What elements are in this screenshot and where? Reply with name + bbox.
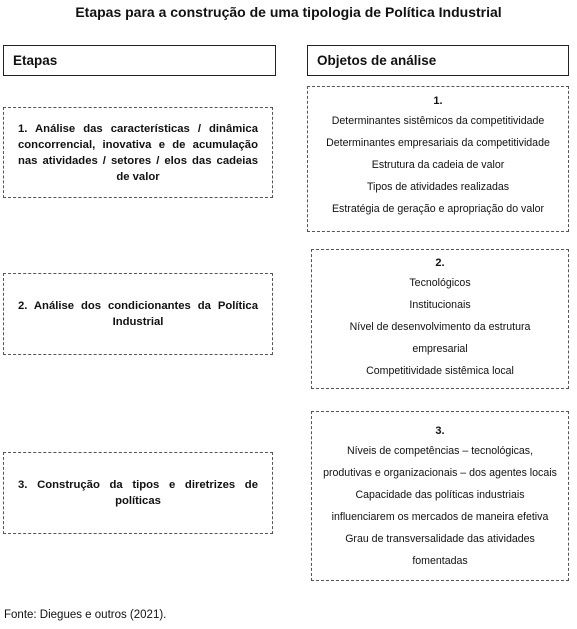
- stage-box-2: [3, 273, 273, 355]
- object-item: Determinantes empresariais da competitividade: [326, 137, 550, 149]
- stage-label-2: 2. Análise dos condicionantes da Política Industrial: [18, 300, 258, 328]
- objects-box-2: [311, 249, 569, 389]
- object-item: Tecnológicos: [409, 277, 471, 289]
- objects-box-3: [311, 411, 569, 581]
- stage-label-3: 3. Construção da tipos e diretrizes de políticas: [18, 479, 258, 507]
- object-item: fomentadas: [412, 555, 468, 567]
- header-etapas-label: Etapas: [13, 53, 58, 68]
- object-item: Determinantes sistêmicos da competitividade: [331, 115, 545, 127]
- objects-number-3: 3.: [435, 425, 445, 437]
- object-item: Estratégia de geração e apropriação do valor: [331, 203, 544, 215]
- objects-box-1: [307, 86, 569, 232]
- object-item: Estrutura da cadeia de valor: [371, 159, 505, 171]
- objects-number-1: 1.: [433, 95, 443, 107]
- stage-label-1: 1. Análise das características / dinâmica concorrencial, inovativa e de acumulação nas atividades / setores / elos das cadeias de valor: [18, 122, 258, 183]
- figure-title: Etapas para a construção de uma tipologia de Política Industrial: [75, 4, 502, 20]
- stage-box-1: [3, 107, 273, 198]
- source-footnote: Fonte: Diegues e outros (2021).: [4, 609, 167, 621]
- object-item: Capacidade das políticas industriais: [355, 489, 525, 501]
- stage-box-3: [3, 452, 273, 534]
- header-objetos-label: Objetos de análise: [317, 53, 437, 68]
- object-item: Níveis de competências – tecnológicas,: [346, 445, 534, 457]
- object-item: Institucionais: [409, 299, 471, 311]
- object-item: empresarial: [412, 343, 468, 355]
- object-item: Nível de desenvolvimento da estrutura: [349, 321, 531, 333]
- header-objetos: [307, 45, 569, 76]
- object-item: Competitividade sistêmica local: [366, 365, 514, 377]
- header-etapas: [3, 45, 276, 76]
- object-item: influenciarem os mercados de maneira efetiva: [331, 511, 549, 523]
- object-item: Grau de transversalidade das atividades: [345, 533, 535, 545]
- objects-number-2: 2.: [435, 257, 445, 269]
- object-item: Tipos de atividades realizadas: [366, 181, 510, 193]
- object-item: produtivas e organizacionais – dos agentes locais: [323, 467, 557, 479]
